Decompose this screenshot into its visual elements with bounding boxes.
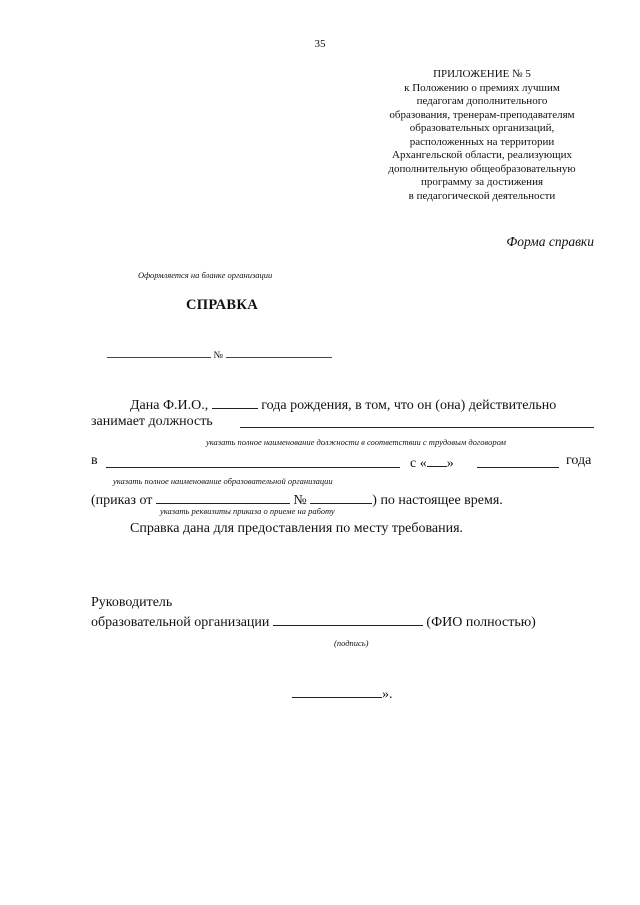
position-blank xyxy=(240,427,594,428)
body-text: с « xyxy=(410,456,427,471)
appendix-line: ПРИЛОЖЕНИЕ № 5 xyxy=(433,68,531,80)
body-text: (приказ от xyxy=(91,493,156,508)
order-note: указать реквизиты приказа о приеме на работу xyxy=(160,506,335,516)
body-line-1 xyxy=(130,395,556,414)
body-text: ». xyxy=(382,687,393,702)
body-line-2 xyxy=(91,414,213,430)
number-blank xyxy=(226,347,332,358)
signature-title-1: Руководитель xyxy=(91,595,173,610)
appendix-line: образования, тренерам-преподавателям xyxy=(389,108,575,121)
body-text: » xyxy=(446,456,454,471)
organization-blank xyxy=(106,467,400,468)
appendix-header xyxy=(352,68,612,203)
body-text: занимает должность xyxy=(91,414,213,429)
appendix-line: в педагогической деятельности xyxy=(408,189,556,202)
letterhead-note: Оформляется на бланке организации xyxy=(138,270,273,280)
position-note: указать полное наименование должности в соответствии с трудовым договором xyxy=(206,437,506,447)
appendix-line: дополнительную общеобразовательную xyxy=(388,162,576,175)
body-text: ) по настоящее время. xyxy=(372,493,503,508)
body-text: года рождения, в том, что он (она) действительно xyxy=(257,398,557,413)
appendix-line: к Положению о премиях лучшим xyxy=(404,81,560,94)
number-sign: № xyxy=(213,350,224,361)
order-date-blank xyxy=(156,490,290,504)
date-line xyxy=(292,684,393,703)
appendix-line: расположенных на территории xyxy=(409,135,555,148)
form-label: Форма справки xyxy=(506,234,594,249)
date-line-blank xyxy=(292,684,382,698)
organization-note: указать полное наименование образовательной организации xyxy=(113,476,333,486)
body-text: образовательной организации xyxy=(91,615,273,630)
appendix-line: образовательных организаций, xyxy=(409,122,555,134)
body-text-in: в xyxy=(91,453,98,468)
body-text: Дана Ф.И.О., xyxy=(130,398,212,413)
body-text-year: года xyxy=(566,453,592,468)
day-blank xyxy=(427,453,447,467)
birth-year-blank xyxy=(212,395,258,409)
appendix-line: Архангельской области, реализующих xyxy=(392,149,572,161)
page-number: 35 xyxy=(314,38,326,50)
body-text: № xyxy=(289,493,311,508)
appendix-line: программу за достижения xyxy=(420,176,544,188)
appendix-line: педагогам дополнительного xyxy=(416,95,548,107)
start-date xyxy=(410,453,454,472)
reference-line xyxy=(107,347,332,361)
date-blank xyxy=(107,347,211,358)
signature-title-2 xyxy=(91,612,536,631)
signature-blank xyxy=(273,612,423,626)
start-date-blank xyxy=(477,467,559,468)
order-number-blank xyxy=(310,490,372,504)
signature-caption: (подпись) xyxy=(334,638,369,648)
body-text: (ФИО полностью) xyxy=(422,615,536,630)
document-title: СПРАВКА xyxy=(186,297,258,313)
body-line-5: Справка дана для предоставления по месту требования. xyxy=(130,521,464,536)
